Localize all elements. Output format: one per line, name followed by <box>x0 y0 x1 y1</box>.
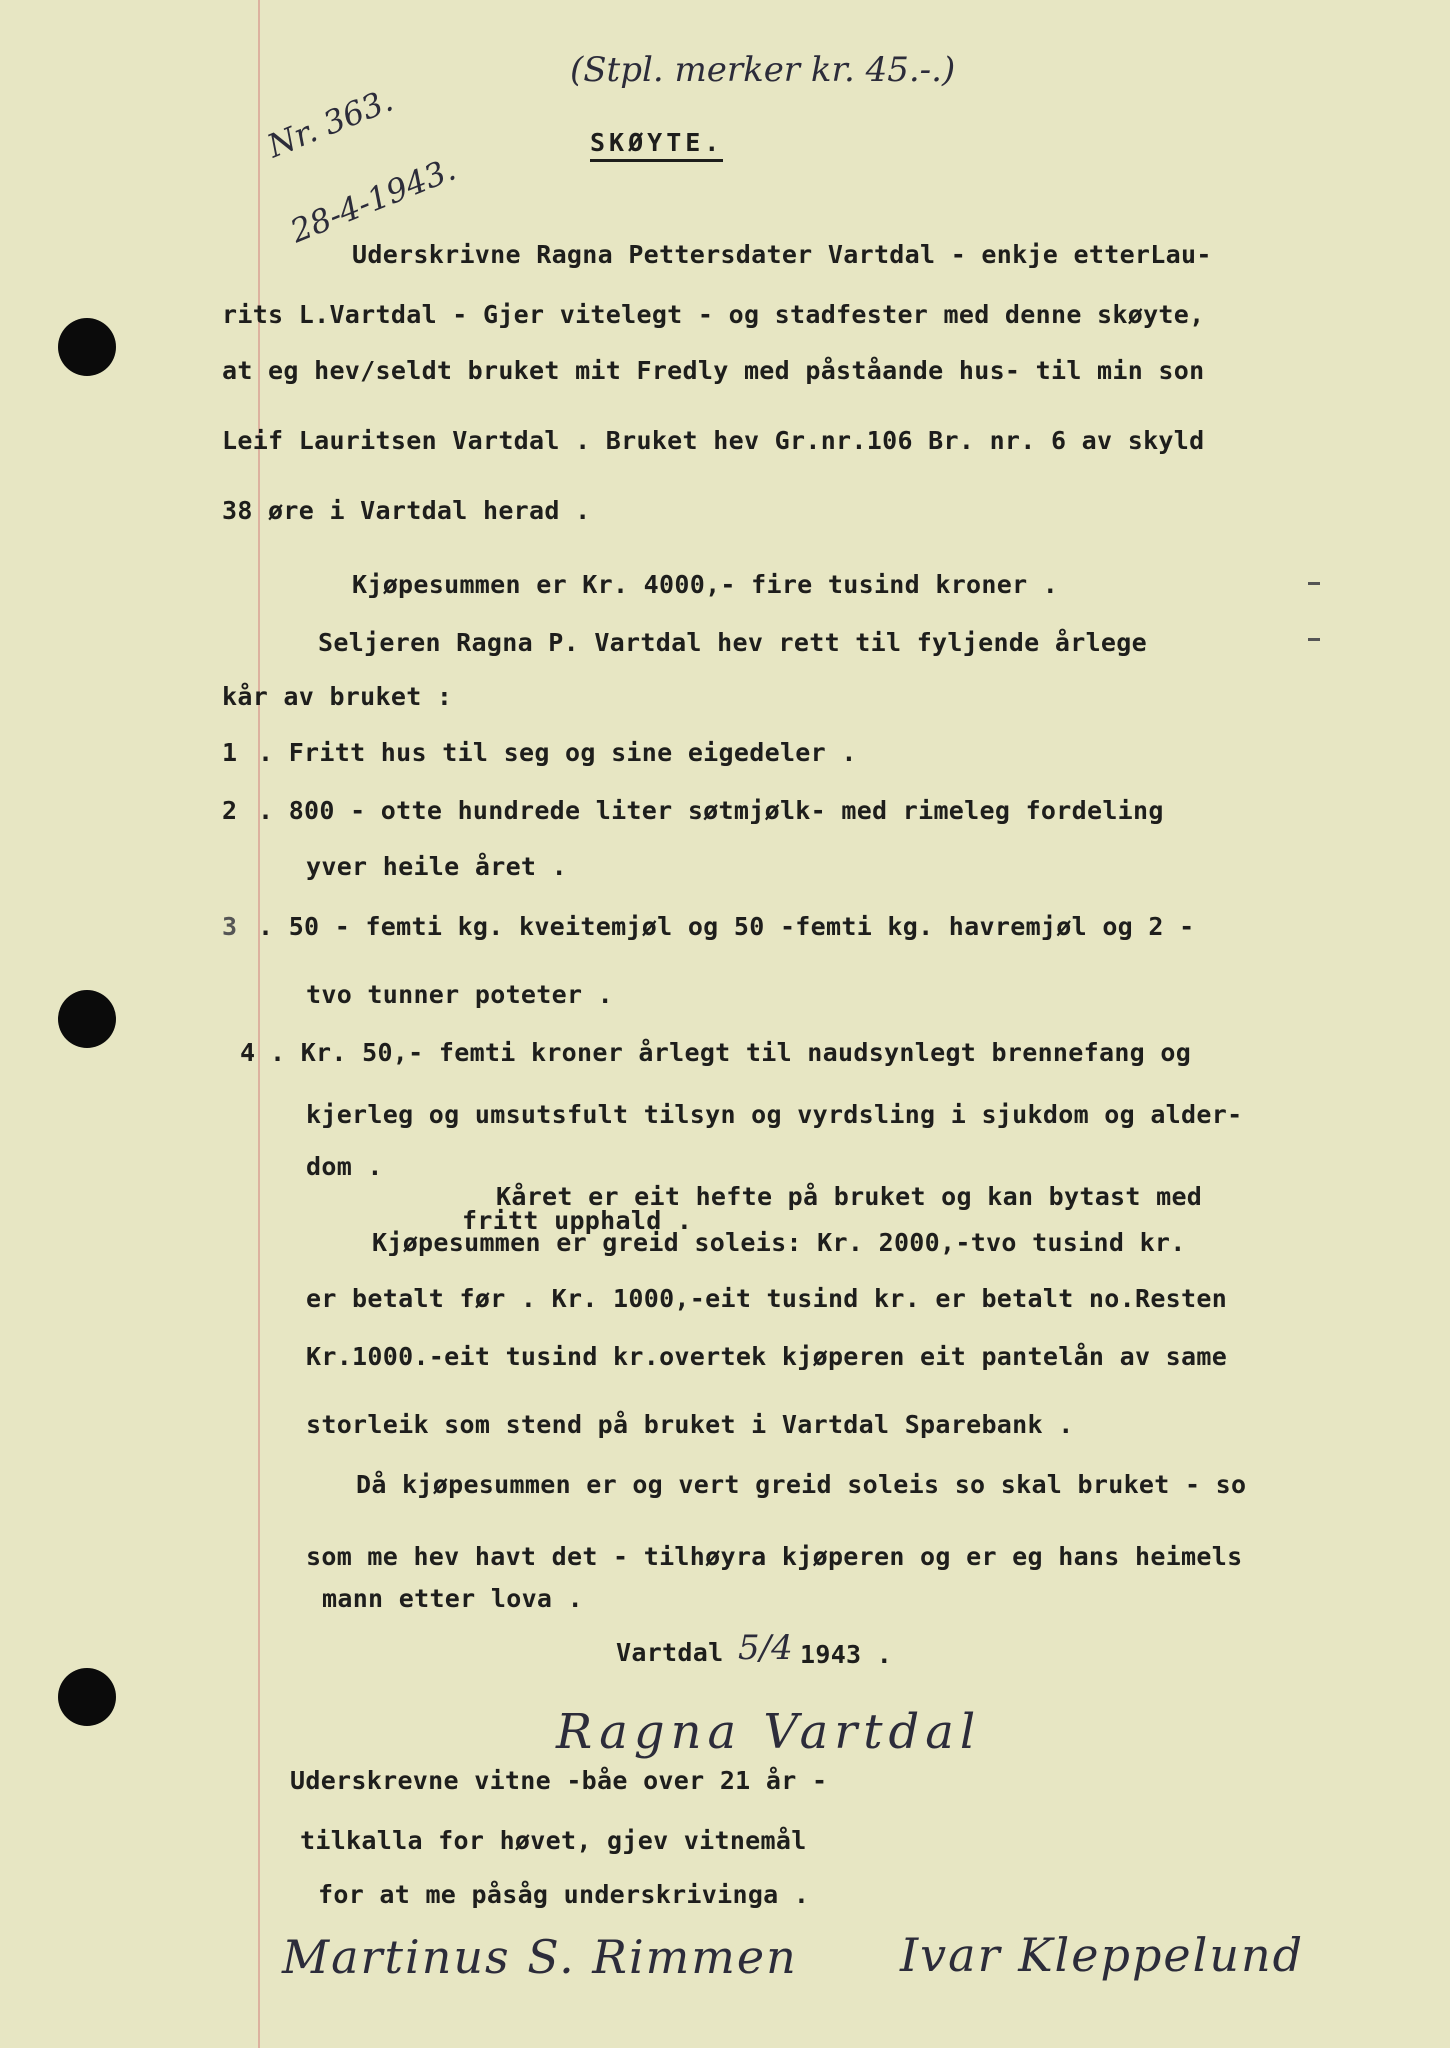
margin-dash <box>1308 638 1320 641</box>
signing-date: 5/4 <box>738 1628 793 1668</box>
margin-dash <box>1308 582 1320 585</box>
list-item: . 50 - femti kg. kveitemjøl og 50 -femti kg. havremjøl og 2 - <box>258 912 1195 941</box>
list-item: dom . <box>306 1152 383 1181</box>
item-number: 3 <box>222 912 238 941</box>
body-line: Kjøpesummen er greid soleis: Kr. 2000,-tvo tusind kr. <box>372 1228 1186 1257</box>
witness-signature-2: Ivar Kleppelund <box>900 1928 1305 1982</box>
body-line: mann etter lova . <box>322 1584 583 1613</box>
item-number: 2 <box>222 796 238 825</box>
document-title: SKØYTE. <box>590 128 723 162</box>
body-line: Leif Lauritsen Vartdal . Bruket hev Gr.nr.106 Br. nr. 6 av skyld <box>222 426 1205 455</box>
body-line: fritt upphald . <box>462 1206 693 1235</box>
item-number: 1 <box>222 738 238 767</box>
body-line: 38 øre i Vartdal herad . <box>222 496 591 525</box>
body-line: Kåret er eit hefte på bruket og kan bytast med <box>496 1182 1203 1211</box>
list-item: yver heile året . <box>306 852 567 881</box>
punch-hole-middle <box>58 990 116 1048</box>
body-line: er betalt før . Kr. 1000,-eit tusind kr. er betalt no.Resten <box>306 1284 1228 1313</box>
item-number: 4 <box>240 1038 256 1067</box>
body-line: Då kjøpesummen er og vert greid soleis so skal bruket - so <box>356 1470 1247 1499</box>
punch-hole-bottom <box>58 1668 116 1726</box>
body-line: Kr.1000.-eit tusind kr.overtek kjøperen eit pantelån av same <box>306 1342 1228 1371</box>
body-line: rits L.Vartdal - Gjer vitelegt - og stadfester med denne skøyte, <box>222 300 1205 329</box>
stamp-note: (Stpl. merker kr. 45.-.) <box>570 50 956 90</box>
body-line: Kjøpesummen er Kr. 4000,- fire tusind kroner . <box>352 570 1059 599</box>
list-item: kjerleg og umsutsfult tilsyn og vyrdsling i sjukdom og alder- <box>306 1100 1243 1129</box>
witness-line: tilkalla for høvet, gjev vitnemål <box>300 1826 807 1855</box>
body-line: kår av bruket : <box>222 682 453 711</box>
punch-hole-top <box>58 318 116 376</box>
signing-year: 1943 . <box>800 1640 893 1669</box>
seller-signature: Ragna Vartdal <box>556 1704 982 1760</box>
witness-line: Uderskrevne vitne -båe over 21 år - <box>290 1766 828 1795</box>
list-item: . Fritt hus til seg og sine eigedeler . <box>258 738 857 767</box>
body-line: at eg hev/seldt bruket mit Fredly med påståande hus- til min son <box>222 356 1205 385</box>
list-item: tvo tunner poteter . <box>306 980 614 1009</box>
signing-place: Vartdal <box>616 1638 724 1667</box>
registration-number: Nr. 363. <box>262 80 399 166</box>
list-item: . 800 - otte hundrede liter søtmjølk- med rimeleg fordeling <box>258 796 1164 825</box>
body-line: Seljeren Ragna P. Vartdal hev rett til fyljende årlege <box>318 628 1147 657</box>
body-line: som me hev havt det - tilhøyra kjøperen og er eg hans heimels <box>306 1542 1243 1571</box>
witness-line: for at me påsåg underskrivinga . <box>318 1880 810 1909</box>
registration-date: 28-4-1943. <box>285 149 461 251</box>
list-item: . Kr. 50,- femti kroner årlegt til naudsynlegt brennefang og <box>270 1038 1192 1067</box>
witness-signature-1: Martinus S. Rimmen <box>282 1930 798 1984</box>
body-line: storleik som stend på bruket i Vartdal Sparebank . <box>306 1410 1074 1439</box>
body-line: Uderskrivne Ragna Pettersdater Vartdal - enkje etterLau- <box>352 240 1212 269</box>
